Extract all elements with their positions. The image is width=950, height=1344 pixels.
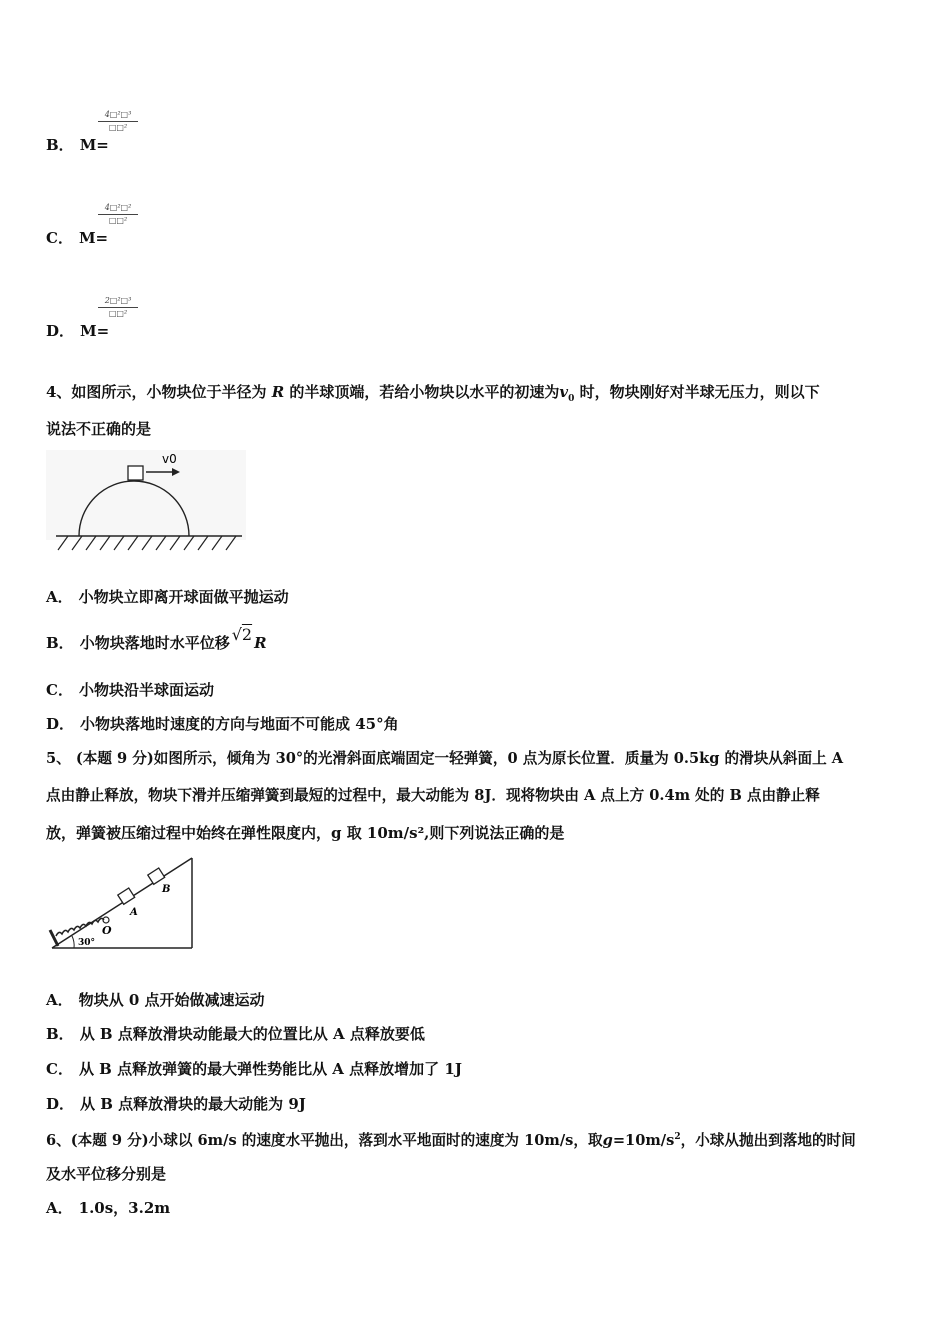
fraction-d-numerator: 2□²□³	[98, 296, 138, 308]
q4-stem-line2: 说法不正确的是	[46, 420, 152, 438]
q3-option-d	[46, 321, 109, 341]
q5-option-c	[46, 1059, 462, 1079]
sqrt-radicand: 2	[241, 625, 253, 644]
spring	[56, 918, 104, 936]
option-text: 从 B 点释放滑块的最大动能为 9J	[80, 1095, 306, 1113]
option-text: 小物块落地时速度的方向与地面不可能成 45°角	[80, 715, 399, 733]
q4-option-c	[46, 680, 214, 700]
q5-option-b	[46, 1024, 425, 1044]
figure-background	[46, 450, 246, 540]
incline-figure	[44, 852, 196, 954]
label-a: A	[130, 907, 138, 918]
velocity-label: v0	[162, 452, 177, 466]
q4-option-b	[46, 625, 267, 653]
option-text: M=	[78, 229, 109, 247]
fraction-b	[98, 110, 138, 133]
option-tail: R	[254, 634, 267, 652]
q4-option-d	[46, 714, 399, 734]
q4-velocity-subscript: 0	[568, 394, 575, 404]
incline-slope	[52, 858, 192, 948]
option-text: 小物块落地时水平位移	[79, 634, 230, 652]
sqrt-symbol: √2	[231, 625, 253, 644]
angle-arc	[72, 936, 74, 948]
q6-stem-a: 6、(本题 9 分)小球以 6m/s 的速度水平抛出，落到水平地面时的速度为 10m/s，取	[46, 1131, 603, 1149]
label-b: B	[162, 884, 171, 895]
block-b	[148, 868, 165, 884]
option-label: C．	[46, 229, 73, 247]
option-text: 1.0s，3.2m	[78, 1199, 171, 1217]
q4-stem-b: 的半球顶端，若给小物块以水平的初速为	[289, 383, 560, 401]
q6-gravity-symbol: g	[602, 1131, 613, 1149]
fraction-b-denominator: □□²	[108, 123, 128, 132]
option-text: 从 B 点释放滑块动能最大的位置比从 A 点释放要低	[79, 1025, 425, 1043]
wall-stop	[50, 930, 58, 946]
option-label: D．	[46, 322, 75, 340]
fraction-d-denominator: □□²	[108, 309, 128, 318]
option-label: C．	[46, 681, 73, 699]
hemisphere-figure	[46, 450, 246, 558]
fraction-c	[98, 203, 138, 226]
block-a	[118, 888, 135, 904]
q6-option-a	[46, 1198, 170, 1218]
option-label: A．	[46, 1199, 73, 1217]
option-text: M=	[80, 322, 110, 340]
q5-stem-line3: 放，弹簧被压缩过程中始终在弹性限度内，g 取 10m/s²,则下列说法正确的是	[46, 824, 565, 842]
q4-option-a	[46, 587, 289, 607]
label-o: O	[102, 924, 112, 937]
option-label: B．	[46, 136, 74, 154]
fraction-b-numerator: 4□²□³	[98, 110, 138, 122]
fraction-c-numerator: 4□²□²	[98, 203, 138, 215]
q6-stem-line1	[46, 1127, 856, 1151]
q4-stem-line1	[46, 382, 820, 409]
fraction-c-denominator: □□²	[108, 216, 128, 225]
option-label: A．	[46, 991, 73, 1009]
block	[128, 466, 143, 480]
option-label: D．	[46, 1095, 75, 1113]
q3-option-b	[46, 135, 109, 155]
option-label: A．	[46, 588, 73, 606]
option-text: M=	[79, 136, 109, 154]
option-text: 小物块立即离开球面做平抛运动	[78, 588, 289, 606]
q5-option-d	[46, 1094, 306, 1114]
q6-stem-line2: 及水平位移分别是	[46, 1165, 167, 1183]
q6-superscript: 2	[674, 1132, 681, 1142]
q4-stem-c: 时，物块刚好对半球无压力，则以下	[579, 383, 820, 401]
option-text: 从 B 点释放弹簧的最大弹性势能比从 A 点释放增加了 1J	[78, 1060, 462, 1078]
option-label: B．	[46, 634, 74, 652]
q3-option-c	[46, 228, 108, 248]
option-label: C．	[46, 1060, 73, 1078]
q5-option-a	[46, 990, 265, 1010]
q4-velocity-symbol: v	[559, 383, 569, 401]
option-label: B．	[46, 1025, 74, 1043]
q4-radius-symbol: R	[271, 383, 285, 401]
q6-stem-c: ，小球从抛出到落地的时间	[680, 1131, 856, 1149]
q6-stem-b: =10m/s	[612, 1131, 675, 1149]
q5-stem-line1: 5、 (本题 9 分)如图所示，倾角为 30°的光滑斜面底端固定一轻弹簧，0 点为原长位置．质量为 0.5kg 的滑块从斜面上 A	[46, 750, 844, 767]
option-text: 物块从 0 点开始做减速运动	[78, 991, 265, 1009]
q4-stem-a: 4、如图所示，小物块位于半径为	[46, 383, 267, 401]
option-text: 小物块沿半球面运动	[78, 681, 214, 699]
angle-label: 30°	[78, 938, 96, 948]
option-label: D．	[46, 715, 75, 733]
fraction-d	[98, 296, 138, 319]
q5-stem-line2: 点由静止释放，物块下滑并压缩弹簧到最短的过程中，最大动能为 8J．现将物块由 A 点上方 0.4m 处的 B 点由静止释	[46, 787, 820, 804]
